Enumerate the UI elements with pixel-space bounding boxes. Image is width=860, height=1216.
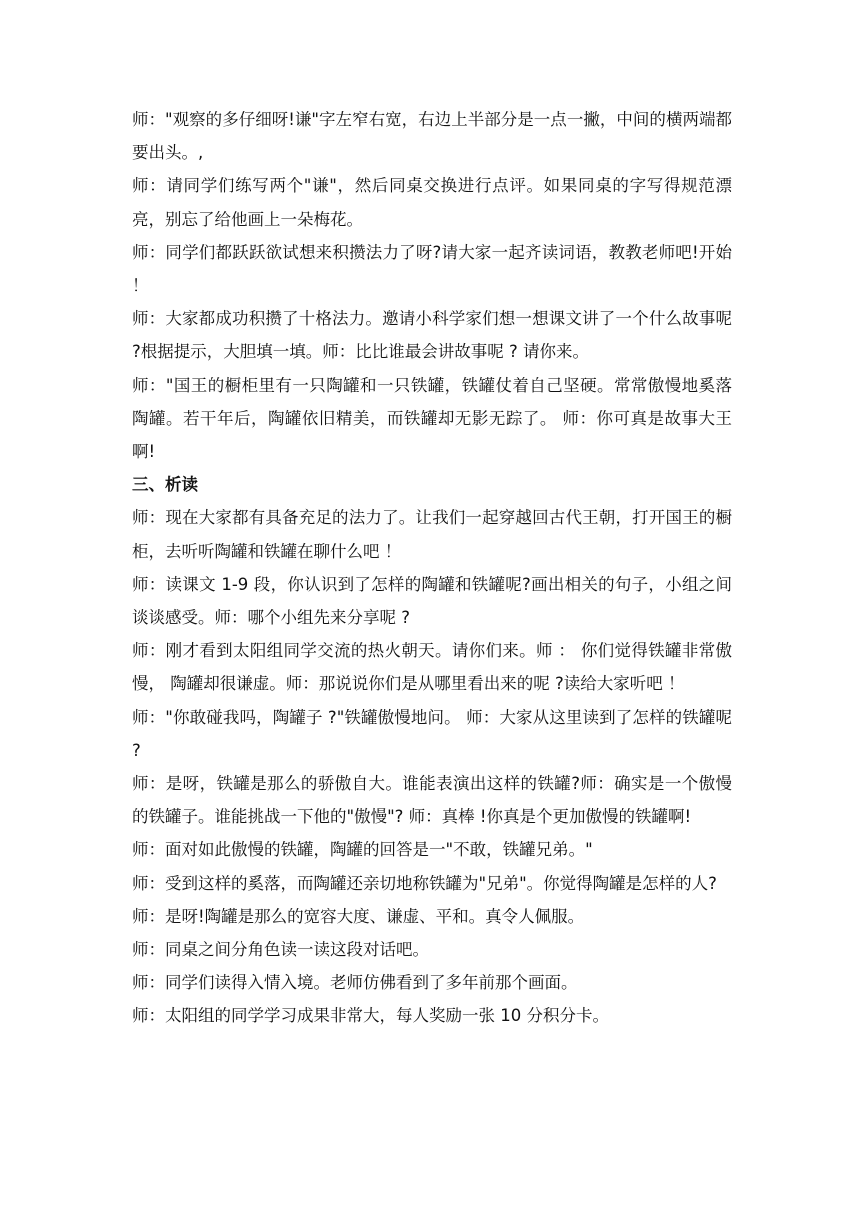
paragraph-14: 师：同桌之间分角色读一读这段对话吧。 (132, 940, 429, 960)
paragraph-1: 师："观察的多仔细呀!谦"字左窄右宽，右边上半部分是一点一撇，中间的横两端都要出头。, (132, 110, 732, 163)
paragraph-12: 师：受到这样的奚落，而陶罐还亲切地称铁罐为"兄弟"。你觉得陶罐是怎样的人? (132, 873, 717, 893)
section-heading: 三、析读 (132, 475, 198, 495)
paragraph-8: 师：刚才看到太阳组同学交流的热火朝天。请你们来。师 ： 你们觉得铁罐非常傲慢， 陶罐却很谦虚。师：那说说你们是从哪里看出来的呢 ?读给大家听吧 ！ (132, 641, 732, 694)
paragraph-5: 师："国王的橱柜里有一只陶罐和一只铁罐，铁罐仗着自己坚硬。常常傲慢地奚落陶罐。若干年后，陶罐依旧精美，而铁罐却无影无踪了。 师：你可真是故事大王啊! (132, 375, 732, 462)
paragraph-2: 师：请同学们练写两个"谦"，然后同桌交换进行点评。如果同桌的字写得规范漂亮，别忘了给他画上一朵梅花。 (132, 176, 732, 229)
paragraph-9: 师："你敢碰我吗，陶罐子 ?"铁罐傲慢地问。 师：大家从这里读到了怎样的铁罐呢 ? (132, 707, 732, 760)
paragraph-16: 师：太阳组的同学学习成果非常大，每人奖励一张 10 分积分卡。 (132, 1006, 609, 1026)
paragraph-4: 师：大家都成功积攒了十格法力。邀请小科学家们想一想课文讲了一个什么故事呢 ?根据提示，大胆填一填。师：比比谁最会讲故事呢 ? 请你来。 (132, 309, 732, 362)
paragraph-10: 师：是呀，铁罐是那么的骄傲自大。谁能表演出这样的铁罐?师：确实是一个傲慢的铁罐子。谁能挑战一下他的"傲慢"? 师：真棒 !你真是个更加傲慢的铁罐啊! (132, 774, 732, 827)
paragraph-11: 师：面对如此傲慢的铁罐，陶罐的回答是一"不敢，铁罐兄弟。" (132, 840, 593, 860)
paragraph-13: 师：是呀!陶罐是那么的宽容大度、谦虚、平和。真令人佩服。 (132, 906, 585, 926)
paragraph-3: 师：同学们都跃跃欲试想来积攒法力了呀?请大家一起齐读词语，教教老师吧!开始 ！ (132, 242, 732, 296)
paragraph-6: 师：现在大家都有具备充足的法力了。让我们一起穿越回古代王朝，打开国王的橱柜，去听听陶罐和铁罐在聊什么吧 ！ (132, 508, 732, 561)
paragraph-15: 师：同学们读得入情入境。老师仿佛看到了多年前那个画面。 (132, 973, 578, 993)
paragraph-7: 师：读课文 1-9 段，你认识到了怎样的陶罐和铁罐呢?画出相关的句子，小组之间谈谈感受。师：哪个小组先来分享呢 ? (132, 574, 732, 628)
